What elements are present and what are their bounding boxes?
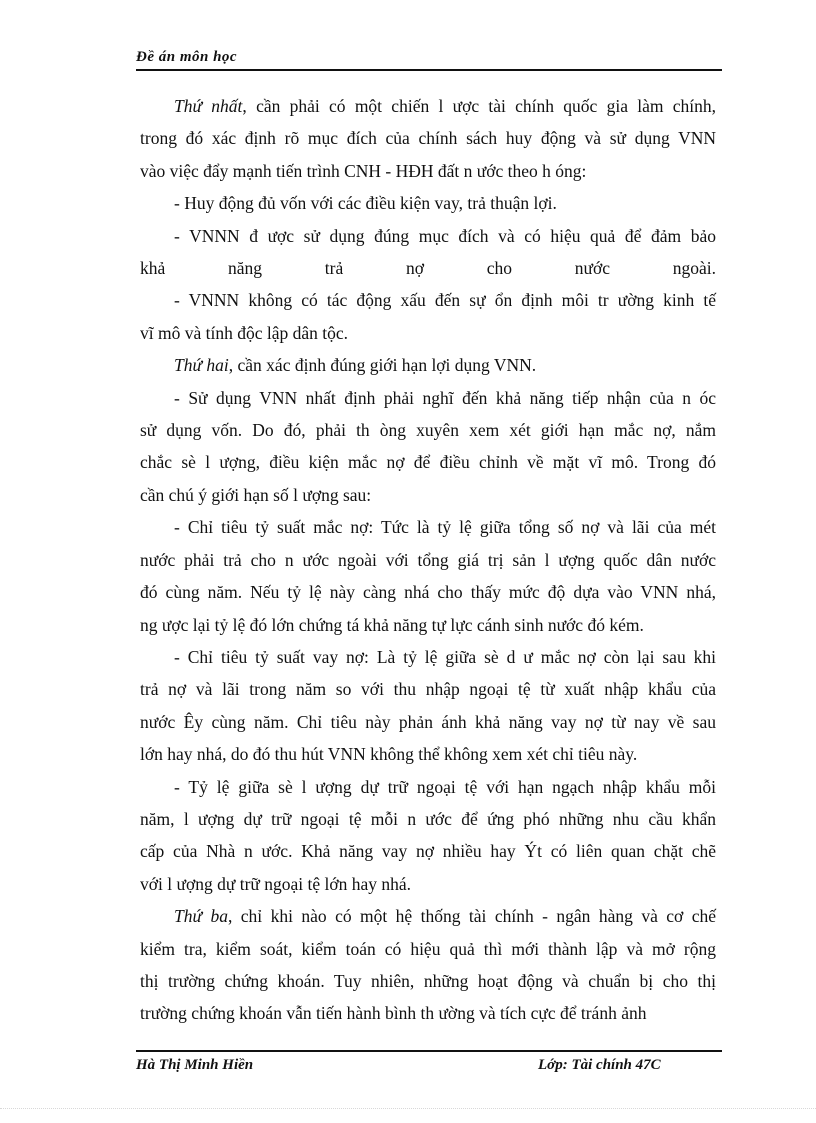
text-line bbox=[140, 900, 716, 932]
section-lead: Thứ ba bbox=[174, 906, 228, 927]
line-text: thị trường chứng khoán. Tuy nhiên, những hoạt động và chuẩn bị cho thị bbox=[140, 970, 716, 991]
text-line bbox=[140, 771, 716, 803]
line-text: - VNNN đ ược sử dụng đúng mục đích và có hiệu quả để đảm bảo bbox=[174, 225, 716, 246]
page-header-title: Đề án môn học bbox=[136, 49, 238, 65]
footer-author: Hà Thị Minh Hiền bbox=[136, 1057, 254, 1073]
line-text: - Chỉ tiêu tỷ suất vay nợ: Là tỷ lệ giữa sè d ư mắc nợ còn lại sau khi bbox=[174, 646, 716, 667]
document-body bbox=[140, 90, 716, 1030]
line-text: vào việc đẩy mạnh tiến trình CNH - HĐH đất n ước theo h óng: bbox=[140, 160, 587, 181]
text-line bbox=[140, 965, 716, 997]
text-line bbox=[140, 90, 716, 122]
line-text: nước Êy cùng năm. Chỉ tiêu này phản ánh khả năng vay nợ từ nay về sau bbox=[140, 711, 716, 732]
text-line bbox=[140, 284, 716, 316]
text-line bbox=[140, 220, 716, 252]
text-line bbox=[140, 576, 716, 608]
text-line bbox=[140, 414, 716, 446]
line-text: , cần phải có một chiến l ược tài chính quốc gia làm chính, bbox=[242, 96, 717, 116]
text-line bbox=[140, 609, 716, 641]
text-line bbox=[140, 673, 716, 705]
line-text: nước phải trả cho n ước ngoài với tổng giá trị sản l ượng quốc dân nước bbox=[140, 549, 716, 570]
line-text: lớn hay nhá, do đó thu hút VNN không thể không xem xét chỉ tiêu này. bbox=[140, 744, 638, 765]
line-text: - Tỷ lệ giữa sè l ượng dự trữ ngoại tệ với hạn ngạch nhập khẩu mỗi bbox=[174, 776, 716, 797]
line-text: trường chứng khoán vẫn tiến hành bình th ường và tích cực để tránh ảnh bbox=[140, 1003, 647, 1024]
line-text: ng ược lại tỷ lệ đó lớn chứng tá khả năng tự lực cánh sinh nước đó kém. bbox=[140, 614, 644, 635]
line-text: cần chú ý giới hạn số l ượng sau: bbox=[140, 484, 372, 505]
section-lead: Thứ hai bbox=[174, 355, 229, 376]
line-text: kiểm tra, kiểm soát, kiểm toán có hiệu quả thì mới thành lập và mở rộng bbox=[140, 938, 716, 959]
text-line bbox=[140, 933, 716, 965]
footer-class: Lớp: Tài chính 47C bbox=[538, 1057, 661, 1073]
text-line bbox=[140, 349, 716, 381]
line-text: năm, l ượng dự trữ ngoại tệ mỗi n ước để ứng phó những nhu cầu khẩn bbox=[140, 808, 716, 829]
text-line bbox=[140, 382, 716, 414]
line-text: trong đó xác định rõ mục đích của chính sách huy động và sử dụng VNN bbox=[140, 128, 716, 149]
line-text: - Chỉ tiêu tỷ suất mắc nợ: Tức là tỷ lệ giữa tổng số nợ và lãi của mét bbox=[174, 517, 716, 538]
text-line bbox=[140, 187, 716, 219]
footer-divider bbox=[136, 1050, 722, 1052]
text-line bbox=[140, 803, 716, 835]
text-line bbox=[140, 511, 716, 543]
line-text: , cần xác định đúng giới hạn lợi dụng VNN. bbox=[228, 355, 537, 376]
header-divider bbox=[136, 69, 722, 71]
line-text: chắc sè l ượng, điều kiện mắc nợ để điều chỉnh về mặt vĩ mô. Trong đó bbox=[140, 452, 716, 473]
line-text: trả nợ và lãi trong năm so với thu nhập ngoại tệ từ xuất nhập khẩu của bbox=[140, 679, 716, 700]
line-text: đó cùng năm. Nếu tỷ lệ này càng nhá cho thấy mức độ dựa vào VNN nhá, bbox=[140, 582, 716, 603]
text-line bbox=[140, 252, 716, 284]
text-line bbox=[140, 997, 716, 1029]
text-line bbox=[140, 641, 716, 673]
text-line bbox=[140, 446, 716, 478]
text-line bbox=[140, 479, 716, 511]
page-bottom-dotted-line bbox=[0, 1108, 816, 1109]
line-text: vĩ mô và tính độc lập dân tộc. bbox=[140, 322, 349, 343]
line-text: - VNNN không có tác động xấu đến sự ổn định môi tr ường kinh tế bbox=[174, 290, 716, 311]
text-line bbox=[140, 738, 716, 770]
line-text: khả năng trả nợ cho nước ngoài. bbox=[140, 258, 716, 279]
line-text: cấp của Nhà n ước. Khả năng vay nợ nhiều hay Ýt có liên quan chặt chẽ bbox=[140, 841, 716, 862]
section-lead: Thứ nhất bbox=[174, 96, 243, 116]
line-text: sử dụng vốn. Do đó, phải th òng xuyên xem xét giới hạn mắc nợ, nắm bbox=[140, 420, 716, 441]
text-line bbox=[140, 868, 716, 900]
text-line bbox=[140, 122, 716, 154]
text-line bbox=[140, 544, 716, 576]
text-line bbox=[140, 835, 716, 867]
line-text: , chỉ khi nào có một hệ thống tài chính - ngân hàng và cơ chế bbox=[227, 906, 717, 927]
line-text: - Sử dụng VNN nhất định phải nghĩ đến khả năng tiếp nhận của n óc bbox=[174, 387, 716, 408]
text-line bbox=[140, 155, 716, 187]
text-line bbox=[140, 317, 716, 349]
text-line bbox=[140, 706, 716, 738]
line-text: - Huy động đủ vốn với các điều kiện vay, trả thuận lợi. bbox=[174, 193, 557, 214]
line-text: với l ượng dự trữ ngoại tệ lớn hay nhá. bbox=[140, 873, 412, 894]
